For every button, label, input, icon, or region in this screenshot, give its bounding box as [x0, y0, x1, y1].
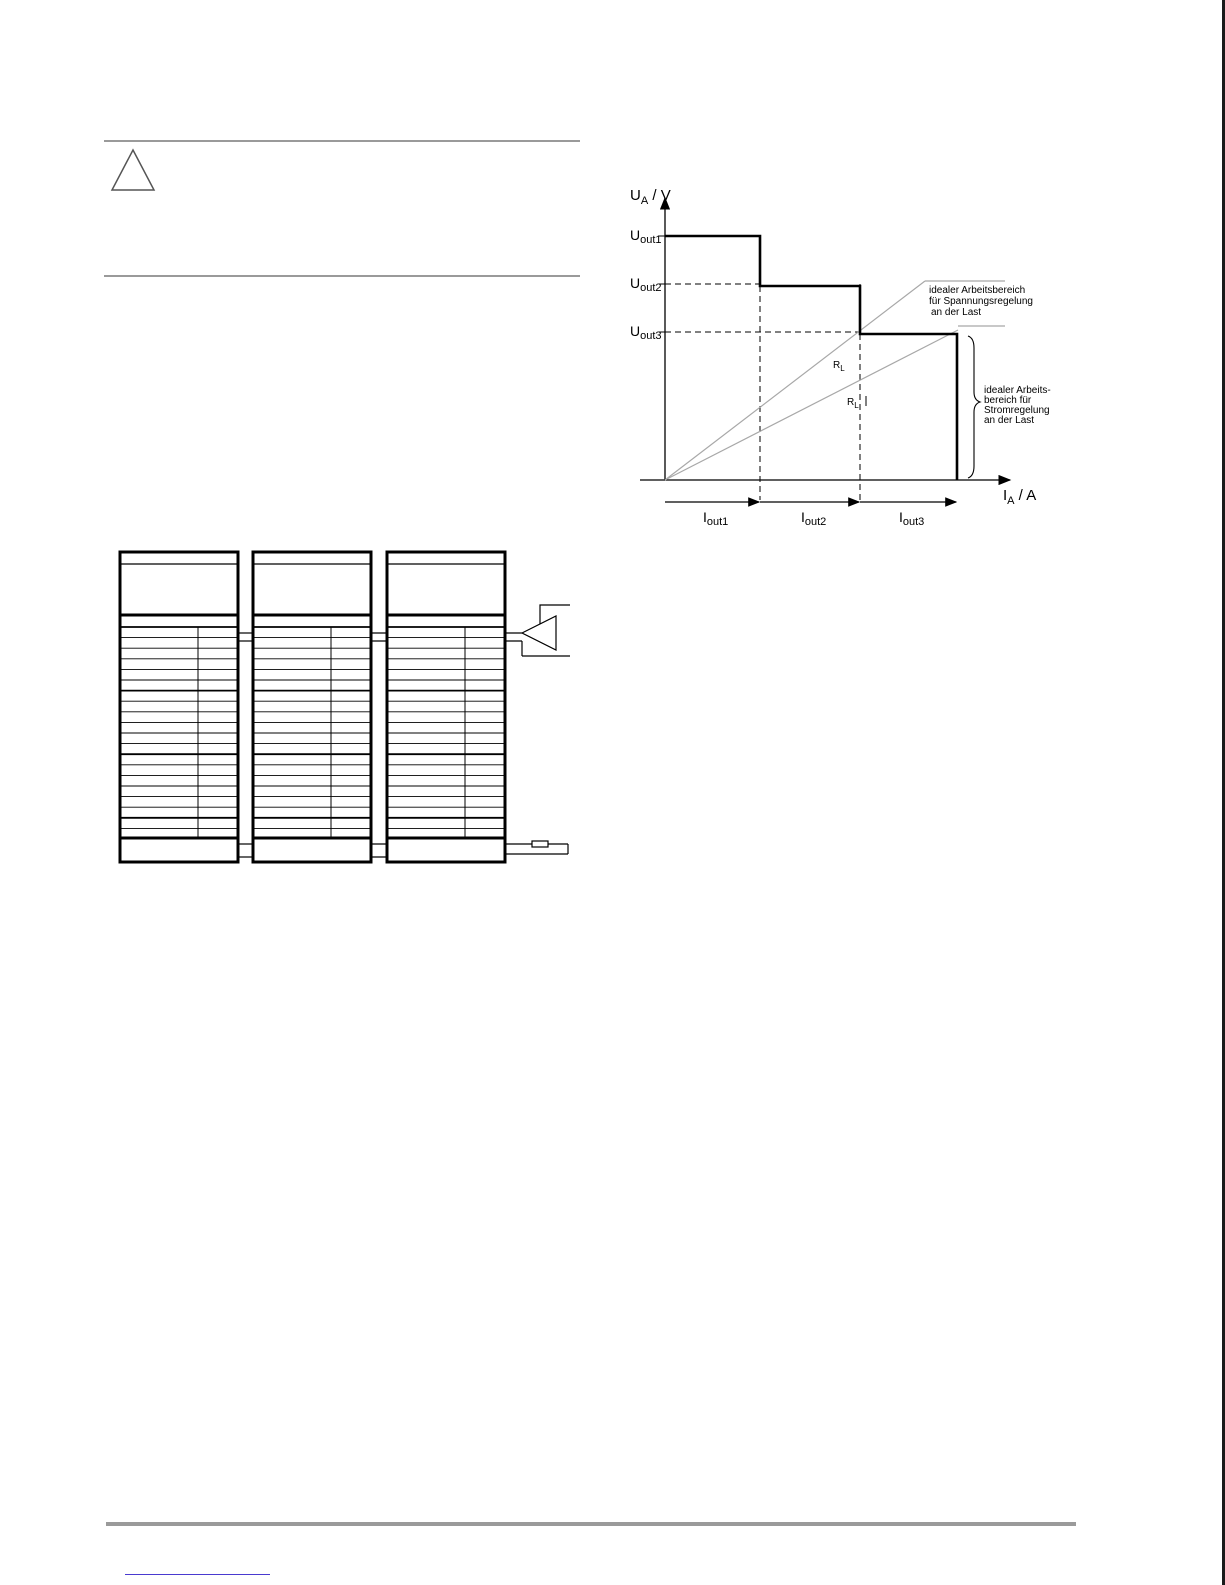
- bus-with-fuse: [505, 841, 568, 854]
- voltage-regulation-note: idealer Arbeitsbereich für Spannungsregelung an der Last: [929, 285, 1033, 318]
- u-out3-label: $U_{out3}$: [630, 323, 662, 342]
- amplifier-symbol: [505, 605, 570, 656]
- output-characteristic-curve: [665, 236, 957, 480]
- current-regulation-note: idealer Arbeits- bereich für Stromregelung an der Last: [984, 385, 1051, 426]
- current-region-brace: [968, 336, 980, 478]
- i-out2-label: $I_{out2}$: [801, 509, 827, 528]
- y-axis-label: $U_A$ / V: [630, 187, 671, 207]
- terminal-block-diagram: [0, 0, 600, 880]
- unit-connectors: [238, 633, 387, 857]
- terminal-unit-1: [120, 552, 238, 862]
- terminal-unit-2: [253, 552, 371, 862]
- rl-label-1: $R_L$: [833, 360, 845, 373]
- u-out1-label: $U_{out1}$: [630, 227, 662, 246]
- footer-rule: [106, 1522, 1076, 1526]
- guide-lines: [665, 236, 860, 500]
- x-axis-label: $I_A$ / A: [1003, 487, 1037, 507]
- terminal-unit-3: [387, 552, 505, 862]
- u-out2-label: $U_{out2}$: [630, 275, 662, 294]
- i-out3-label: $I_{out3}$: [899, 509, 925, 528]
- rl-label-2: $R_L$: [847, 397, 859, 410]
- i-out1-label: $I_{out1}$: [703, 509, 729, 528]
- footer-link[interactable]: [125, 1562, 270, 1575]
